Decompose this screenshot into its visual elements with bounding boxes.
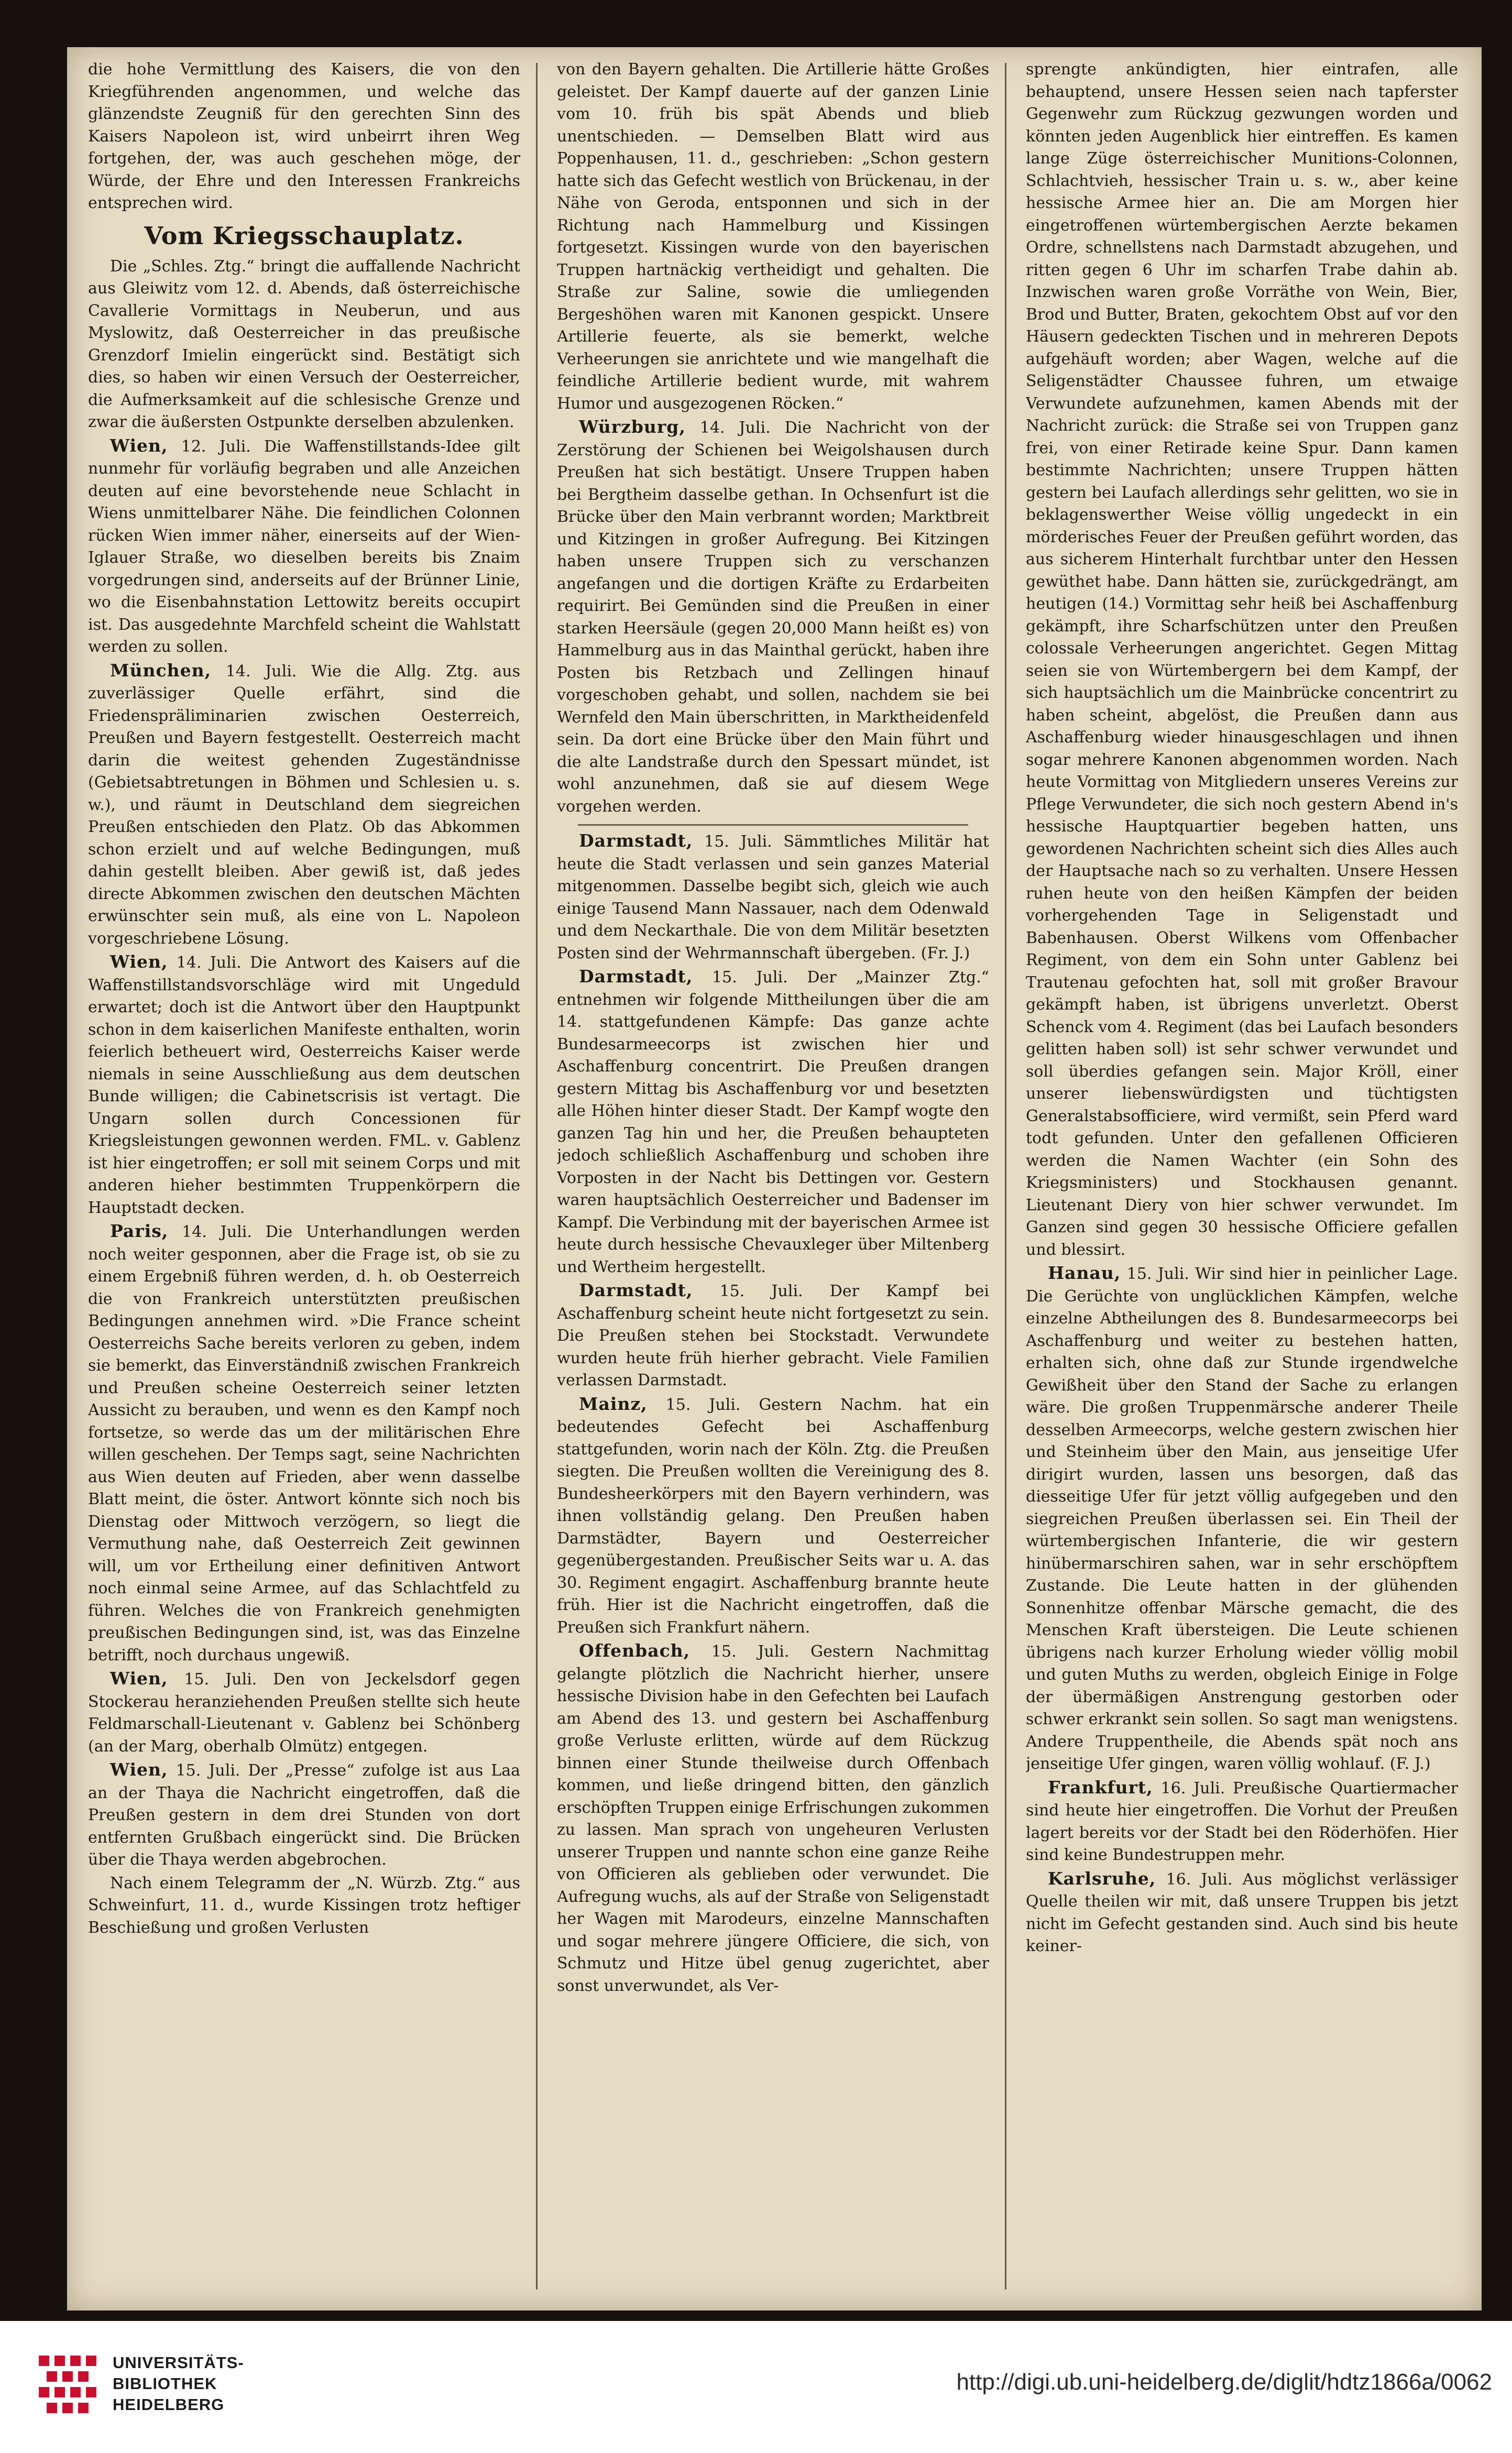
article-text: 15. Juli. Gestern Nachmittag gelangte plötzlich die Nachricht hierher, unsere hessische Division habe in den Gefechten bei Laufach am Abend des 13. und gestern bei Aschaffenburg große Verluste erlitten, würde auf dem Rückzug binnen einer Stunde theilweise durch Offenbach kommen, und ließe dringend bitten, den gänzlich erschöpften Truppen einige Erfrischungen zukommen zu lassen. Man sprach von ungeheuren Verlusten unserer Truppen und nannte schon eine ganze Reihe von Officieren als geblieben oder verwundet. Die Aufregung wuchs, als auf der Straße von Seligenstadt her Wagen mit Marodeurs, einzelne Mannschaften und sogar mehrere jüngere Officiere, die sich, von Schmutz und Hitze übel genug zugerichtet, aber sonst unverwundet, als Ver- xyxy=(557,1642,989,1995)
article-paragraph xyxy=(1026,1262,1458,1776)
library-name-line: HEIDELBERG xyxy=(113,2395,225,2414)
article-paragraph xyxy=(88,1872,520,1940)
article-paragraph xyxy=(1026,59,1458,1261)
article-text: 15. Juli. Wir sind hier in peinlicher Lage. Die Gerüchte von unglücklichen Kämpfen, welche einzelne Abtheilungen des 8. Bundesarmeecorps bei Aschaffenburg und weiter zu bestehen hatten, erhalten sich, ohne daß zur Stunde irgendwelche Gewißheit über den Stand der Sache zu erlangen wäre. Die großen Truppenmärsche anderer Theile desselben Armeecorps, welche gestern zwischen hier und Steinheim über den Main, aus jenseitige Ufer dirigirt wurden, lassen uns besorgen, daß das diesseitige Ufer für jetzt völlig aufgegeben und den siegreichen Preußen überlassen sei. Ein Theil der würtembergischen Infanterie, die wir gestern hinübermarschiren sahen, war in sehr erschöpftem Zustande. Die Leute hatten in der glühenden Sonnenhitze offenbar Märsche gemacht, die des Menschen Kraft übersteigen. Die Leute schienen übrigens nach kurzer Erholung wieder völlig mobil und guten Muths zu werden, obgleich Einige in Folge der übermäßigen Anstrengung gestorben oder schwer erkrankt sein sollen. So sagt man wenigstens. Andere Truppentheile, die Abends spät noch ans jenseitige Ufer gingen, waren völlig wohlauf. (F. J.) xyxy=(1026,1265,1458,1773)
article-dateline: Wien, xyxy=(110,1759,168,1780)
article-dateline: München, xyxy=(110,660,212,681)
article-paragraph xyxy=(88,1668,520,1758)
article-paragraph xyxy=(88,1220,520,1667)
article-text: 14. Juli. Die Antwort des Kaisers auf die Waffenstillstandsvorschläge wird mit Ungeduld erwartet; doch ist die Antwort über den Hauptpunkt schon in dem kaiserlichen Manifeste enthalten, worin feierlich betheuert wird, Oesterreichs Kaiser werde niemals in seine Ausschließung aus dem deutschen Bunde willigen; die Cabinetscrisis ist vertagt. Die Ungarn sollen durch Concessionen für Kriegsleistungen gewonnen werden. FML. v. Gablenz ist hier eingetroffen; er soll mit seinem Corps und mit anderen hieher bestimmten Truppenkörpern die Hauptstadt decken. xyxy=(88,954,520,1217)
article-paragraph xyxy=(1026,1868,1458,1958)
article-text: 15. Juli. Der „Presse“ zufolge ist aus Laa an der Thaya die Nachricht eingetroffen, daß die Preußen gestern in dem drei Stunden von dort entfernten Grußbach eingerückt sind. Die Brücken über die Thaya werden abgebrochen. xyxy=(88,1761,520,1869)
article-paragraph xyxy=(557,416,989,818)
article-paragraph xyxy=(557,1393,989,1639)
article-paragraph xyxy=(88,59,520,215)
article-dateline: Würzburg, xyxy=(579,417,686,437)
article-dateline: Mainz, xyxy=(579,1393,648,1414)
article-paragraph xyxy=(88,435,520,659)
article-paragraph xyxy=(88,660,520,950)
article-text: 14. Juli. Wie die Allg. Ztg. aus zuverlässiger Quelle erfährt, sind die Friedenspräliminarien zwischen Oesterreich, Preußen und Bayern festgestellt. Oesterreich macht darin die weitest gehenden Zugeständnisse (Gebietsabtretungen in Böhmen und Schlesien u. s. w.), und räumt in Deutschland dem siegreichen Preußen entschieden den Platz. Ob das Abkommen schon erzielt und auf welche Bedingungen, muß dahin gestellt bleiben. Aber gewiß ist, daß jedes directe Abkommen zwischen den deutschen Mächten erwünschter sein muß, als eine von L. Napoleon vorgeschriebene Lösung. xyxy=(88,662,520,948)
article-paragraph xyxy=(88,256,520,434)
article-dateline: Frankfurt, xyxy=(1048,1777,1153,1798)
article-paragraph xyxy=(557,1640,989,1997)
article-dateline: Hanau, xyxy=(1048,1263,1121,1283)
column-divider xyxy=(1005,63,1006,2290)
library-name-line: UNIVERSITÄTS- xyxy=(113,2353,244,2372)
section-divider xyxy=(578,824,968,826)
article-text: 14. Juli. Die Unterhandlungen werden noch weiter gesponnen, aber die Frage ist, ob sie zu einem Ergebniß führen werden, d. h. ob Oesterreich die von Frankreich unterstützten preußischen Bedingungen annehmen wird. »Die France scheint Oesterreichs Sache bereits verloren zu geben, indem sie bemerkt, das Einverständniß zwischen Frankreich und Preußen scheine Oesterreich seiner letzten Aussicht zu berauben, und wenn es den Kampf noch fortsetze, so werde das um der militärischen Ehre willen geschehen. Der Temps sagt, seine Nachrichten aus Wien deuten auf Frieden, aber wenn dasselbe Blatt meint, die öster. Antwort könnte sich noch bis Dienstag oder Mittwoch verzögern, so liegt die Vermuthung nahe, daß Oesterreich Zeit gewinnen will, um vor Ertheilung einer definitiven Antwort noch einmal seine Armee, auf das Schlachtfeld zu führen. Welches die von Frankreich genehmigten preußischen Bedingungen sind, ist, was das Einzelne betrifft, noch durchaus ungewiß. xyxy=(88,1223,520,1664)
article-dateline: Wien, xyxy=(110,1668,168,1689)
article-text: 12. Juli. Die Waffenstillstands-Idee gilt nunmehr für vorläufig begraben und alle Anzeichen deuten auf eine bevorstehende neue Schlacht in Wiens unmittelbarer Nähe. Die feindlichen Colonnen rücken Wien immer näher, einerseits auf der Wien-Iglauer Straße, wo dieselben bereits bis Znaim vorgedrungen sind, anderseits auf der Brünner Linie, wo die Eisenbahnstation Lettowitz bereits occupirt ist. Das ausgedehnte Marchfeld scheint die Wahlstatt werden zu sollen. xyxy=(88,437,520,656)
article-text: 15. Juli. Der Kampf bei Aschaffenburg scheint heute nicht fortgesetzt zu sein. Die Preußen stehen bei Stockstadt. Verwundete wurden heute früh hierher gebracht. Viele Familien verlassen Darmstadt. xyxy=(557,1282,989,1389)
newspaper-column-2 xyxy=(557,59,989,2296)
article-paragraph xyxy=(557,830,989,965)
library-name-line: BIBLIOTHEK xyxy=(113,2374,217,2393)
article-text: 16. Juli. Preußische Quartiermacher sind heute hier eingetroffen. Die Vorhut der Preußen lagert bereits vor der Stadt bei den Röderhöfen. Hier sind keine Bundestruppen mehr. xyxy=(1026,1779,1458,1864)
university-library-logo-icon xyxy=(37,2353,100,2416)
article-paragraph xyxy=(88,1759,520,1871)
article-text: 15. Juli. Den von Jeckelsdorf gegen Stockerau heranziehenden Preußen stellte sich heute Feldmarschall-Lieutenant v. Gablenz bei Schönberg (an der Marg, oberhalb Olmütz) entgegen. xyxy=(88,1670,520,1756)
newspaper-column-3 xyxy=(1026,59,1458,2296)
article-dateline: Karlsruhe, xyxy=(1048,1868,1156,1889)
article-dateline: Darmstadt, xyxy=(579,1280,693,1300)
article-dateline: Darmstadt, xyxy=(579,966,693,987)
article-text: 15. Juli. Der „Mainzer Ztg.“ entnehmen wir folgende Mittheilungen über die am 14. stattgefundenen Kämpfe: Das ganze achte Bundesarmeecorps ist zwischen hier und Aschaffenburg concentrirt. Die Preußen drangen gestern Mittag bis Aschaffenburg vor und besetzten alle Höhen hinter dieser Stadt. Der Kampf wogte den ganzen Tag hin und her, die Preußen behaupteten jedoch schließlich Aschaffenburg und schoben ihre Vorposten in der Nacht bis Dettingen vor. Gestern waren hauptsächlich Oesterreicher und Badenser im Kampf. Die Verbindung mit der bayerischen Armee ist heute durch hessische Chevauxleger über Miltenberg und Wertheim hergestellt. xyxy=(557,968,989,1276)
article-dateline: Darmstadt, xyxy=(579,830,693,851)
article-dateline: Paris, xyxy=(110,1221,169,1241)
article-paragraph xyxy=(557,1279,989,1392)
newspaper-column-1 xyxy=(88,59,520,2296)
source-url-link[interactable]: http://digi.ub.uni-heidelberg.de/diglit/hdtz1866a/0062 xyxy=(956,2369,1492,2395)
library-name xyxy=(113,2352,244,2415)
article-paragraph xyxy=(1026,1777,1458,1867)
article-paragraph xyxy=(557,59,989,415)
article-paragraph xyxy=(557,966,989,1278)
article-text: von den Bayern gehalten. Die Artillerie hätte Großes geleistet. Der Kampf dauerte auf der ganzen Linie vom 10. früh bis spät Abends und blieb unentschieden. — Demselben Blatt wird aus Poppenhausen, 11. d., geschrieben: „Schon gestern hatte sich das Gefecht westlich von Brückenau, in der Nähe von Geroda, entsponnen und sich in der Richtung nach Hammelburg und Kissingen fortgesetzt. Kissingen wurde von den bayerischen Truppen hartnäckig vertheidigt und gehalten. Die Straße zur Saline, sowie die umliegenden Bergeshöhen waren mit Kanonen gespickt. Unsere Artillerie feuerte, als sie bemerkt, welche Verheerungen sie anrichtete und wie mangelhaft die feindliche Artillerie bedient wurde, mit wahrem Humor und ausgezogenen Röcken.“ xyxy=(557,60,989,413)
article-text: 16. Juli. Aus möglichst verlässiger Quelle theilen wir mit, daß unsere Truppen bis jetzt nicht im Gefecht gestanden sind. Auch sind bis heute keiner- xyxy=(1026,1870,1458,1955)
article-text: 15. Juli. Sämmtliches Militär hat heute die Stadt verlassen und sein ganzes Material mitgenommen. Dasselbe begibt sich, gleich wie auch einige Tausend Mann Nassauer, nach dem Odenwald und dem Neckarthale. Die von dem Militär besetzten Posten sind der Wehrmannschaft übergeben. (Fr. J.) xyxy=(557,833,989,962)
newspaper-page xyxy=(67,47,1482,2310)
section-heading: Vom Kriegsschauplatz. xyxy=(144,221,464,250)
article-dateline: Offenbach, xyxy=(579,1640,691,1661)
footer-bar xyxy=(0,2321,1512,2453)
article-text: 15. Juli. Gestern Nachm. hat ein bedeutendes Gefecht bei Aschaffenburg stattgefunden, worin nach der Köln. Ztg. die Preußen siegten. Die Preußen wollten die Vereinigung des 8. Bundesheerkörpers mit den Bayern verhindern, was ihnen vollständig gelang. Den Preußen haben Darmstädter, Bayern und Oesterreicher gegenübergestanden. Preußischer Seits war u. A. das 30. Regiment engagirt. Aschaffenburg brannte heute früh. Hier ist die Nachricht eingetroffen, daß die Preußen sich Frankfurt nähern. xyxy=(557,1395,989,1637)
article-text: Die „Schles. Ztg.“ bringt die auffallende Nachricht aus Gleiwitz vom 12. d. Abends, daß österreichische Cavallerie Vormittags in Neuberun, und aus Myslowitz, daß Oesterreicher in das preußische Grenzdorf Imielin eingerückt sind. Bestätigt sich dies, so haben wir einen Versuch der Oesterreicher, die Aufmerksamkeit auf die schlesische Grenze und zwar die äußersten Ostpunkte derselben abzulenken. xyxy=(88,257,520,431)
article-text: Nach einem Telegramm der „N. Würzb. Ztg.“ aus Schweinfurt, 11. d., wurde Kissingen trotz heftiger Beschießung und großen Verlusten xyxy=(88,1874,520,1937)
article-dateline: Wien, xyxy=(110,951,168,972)
article-paragraph xyxy=(88,951,520,1219)
article-text: die hohe Vermittlung des Kaisers, die von den Kriegführenden angenommen, und welche das glänzendste Zeugniß für den gerechten Sinn des Kaisers Napoleon ist, wird unbeirrt ihren Weg fortgehen, der, was auch geschehen möge, der Würde, der Ehre und den Interessen Frankreichs entsprechen wird. xyxy=(88,60,520,212)
article-text: 14. Juli. Die Nachricht von der Zerstörung der Schienen bei Weigolshausen durch Preußen hat sich bestätigt. Unsere Truppen haben bei Bergtheim dasselbe gethan. In Ochsenfurt ist die Brücke über den Main verbrannt worden; Marktbreit und Kitzingen in großer Aufregung. Bei Kitzingen haben unsere Truppen sich zu verschanzen angefangen und die dortigen Kräfte zu Erdarbeiten requirirt. Bei Gemünden sind die Preußen in einer starken Heersäule (gegen 20,000 Mann heißt es) von Hammelburg aus in das Mainthal gerückt, haben ihre Posten bis Retzbach und Zellingen hinauf vorgeschoben gehabt, und sollen, nachdem sie bei Wernfeld den Main überschritten, in Marktheidenfeld sein. Da dort eine Brücke über den Main führt und die alte Landstraße durch den Spessart mündet, ist wohl anzunehmen, daß sie auf diesem Wege vorgehen werden. xyxy=(557,419,989,816)
article-text: sprengte ankündigten, hier eintrafen, alle behauptend, unsere Hessen seien nach tapferster Gegenwehr zum Rückzug gezwungen worden und könnten jeden Augenblick hier eintreffen. Es kamen lange Züge österreichischer Munitions-Colonnen, Schlachtvieh, hessischer Train u. s. w., aber keine hessische Armee hier an. Die am Morgen hier eingetroffenen würtembergischen Aerzte bekamen Ordre, schnellstens nach Darmstadt abzugehen, und ritten gegen 6 Uhr im scharfen Trabe dahin ab. Inzwischen waren große Vorräthe von Wein, Bier, Brod und Butter, Braten, gekochtem Obst auf vor den Häusern gedeckten Tischen und in mehreren Depots aufgehäuft worden; aber Wagen, welche auf die Seligenstädter Chaussee fuhren, um etwaige Verwundete aufzunehmen, kamen Abends mit der Nachricht zurück: die Straße sei von Truppen ganz frei, von einer Retirade keine Spur. Dann kamen bestimmte Nachrichten; unsere Truppen hätten gestern bei Laufach allerdings sehr gelitten, wo sie in beklagenswerther Weise völlig ungedeckt in ein mörderisches Feuer der Preußen geführt worden, das aus sicherem Hinterhalt furchtbar unter den Hessen gewüthet habe. Dann hätten sie, zurückgedrängt, am heutigen (14.) Vormittag sehr heiß bei Aschaffenburg gekämpft, ihre Scharfschützen unter den Preußen colossale Verheerungen angerichtet. Gegen Mittag seien sie von Würtembergern bei dem Kampf, der sich hauptsächlich um die Mainbrücke concentrirt zu haben scheint, abgelöst, die Preußen dann aus Aschaffenburg wieder hinausgeschlagen und ihnen sogar mehrere Kanonen abgenommen worden. Nach heute Vormittag von Mitgliedern unseres Vereins zur Pflege Verwundeter, die sich noch gestern Abend in's hessische Hauptquartier begeben hatten, uns gewordenen Nachrichten scheint sich dies Alles auch der Hauptsache nach so zu verhalten. Unsere Hessen ruhen heute von den heißen Kämpfen der beiden vorhergehenden Tage in Seligenstadt und Babenhausen. Oberst Wilkens vom Offenbacher Regiment, von dem ein Sohn unter Gablenz bei Trautenau gefochten hat, soll mit großer Bravour gekämpft haben, ist übrigens unverletzt. Oberst Schenck vom 4. Regiment (das bei Laufach besonders gelitten haben soll) ist sehr schwer verwundet und soll überdies gefangen sein. Major Kröll, einer unserer liebenswürdigsten und tüchtigsten Generalstabsofficiere, wird vermißt, sein Pferd ward todt gefunden. Unter den gefallenen Officieren werden die Namen Wachter (ein Sohn des Kriegsministers) und Stockhausen genannt. Lieutenant Diery von hier schwer verwundet. Im Ganzen sind gegen 30 hessische Officiere gefallen und blessirt. xyxy=(1026,60,1458,1259)
column-divider xyxy=(536,63,538,2290)
article-dateline: Wien, xyxy=(110,435,168,456)
